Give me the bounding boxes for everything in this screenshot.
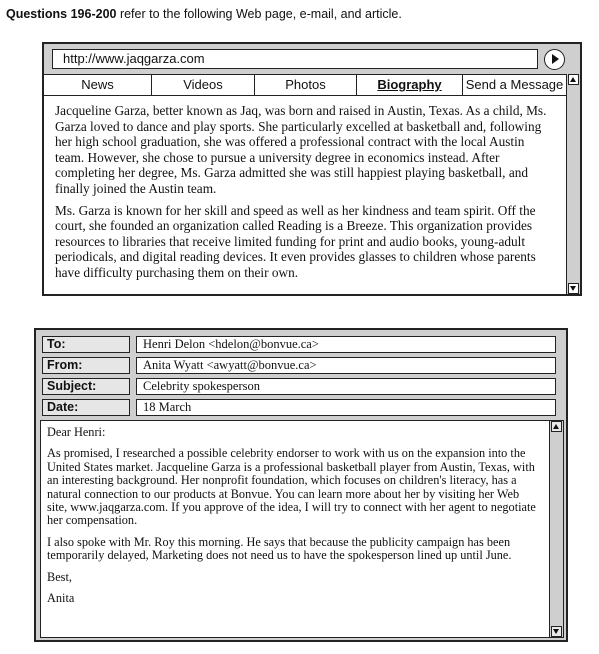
go-arrow-icon[interactable] bbox=[544, 49, 565, 70]
scroll-down-arrow-icon[interactable] bbox=[551, 626, 562, 637]
question-header bbox=[6, 7, 402, 21]
email-paragraph: I also spoke with Mr. Roy this morning. He says that because the publicity campaign has been temporarily delayed, Marketing does not need us to have the spokesperson lined up until June. bbox=[47, 534, 512, 563]
date-field[interactable]: 18 March bbox=[136, 399, 556, 416]
tab-photos[interactable]: Photos bbox=[255, 75, 357, 95]
nav-tabs bbox=[44, 74, 566, 96]
tab-biography[interactable]: Biography bbox=[357, 75, 463, 95]
email-window bbox=[34, 328, 568, 642]
question-instruction: refer to the following Web page, e-mail, and article. bbox=[116, 7, 402, 21]
email-closing: Best, bbox=[47, 569, 72, 584]
email-signature: Anita bbox=[47, 591, 75, 606]
email-field-date bbox=[42, 399, 558, 416]
biography-paragraph: Ms. Garza is known for her skill and speed as well as her kindness and team spirit. Off the court, she founded an organization called Reading is a Breeze. This organization provides resources to libraries that receive limited funding for print and audio books, young-adult periodicals, and digital reading devices. It even provides glasses to children whose parents have difficulty purchasing them on their own. bbox=[55, 202, 536, 280]
subject-field[interactable]: Celebrity spokesperson bbox=[136, 378, 556, 395]
scroll-down-arrow-icon[interactable] bbox=[568, 283, 579, 294]
to-field[interactable]: Henri Delon <hdelon@bonvue.ca> bbox=[136, 336, 556, 353]
url-bar[interactable]: http://www.jaqgarza.com bbox=[52, 49, 538, 69]
question-range: Questions 196-200 bbox=[6, 7, 117, 21]
field-label: Subject: bbox=[42, 378, 130, 395]
web-scrollbar[interactable] bbox=[566, 74, 580, 294]
field-label: Date: bbox=[42, 399, 130, 416]
field-label: From: bbox=[42, 357, 130, 374]
biography-paragraph: Jacqueline Garza, better known as Jaq, was born and raised in Austin, Texas. As a child, Ms. Garza loved to dance and play sports. She particularly excelled at basketball and, following her high school graduation, she was offered a professional contract with the local Austin team. However, she chose to pursue a university degree in economics instead. After completing her degree, Ms. Garza admitted she was still happiest playing basketball, and finally joined the Austin team. bbox=[55, 103, 547, 196]
scroll-up-arrow-icon[interactable] bbox=[551, 421, 562, 432]
web-page-window bbox=[42, 42, 582, 296]
tab-videos[interactable]: Videos bbox=[152, 75, 255, 95]
email-field-from bbox=[42, 357, 558, 374]
email-greeting: Dear Henri: bbox=[47, 425, 106, 439]
email-paragraph: As promised, I researched a possible celebrity endorser to work with us on the expansion into the United States market. Jacqueline Garza is a professional basketball player from Austin, Texas, with an interesting background. Her nonprofit foundation, which focuses on children's literacy, has a natural connection to our products at Bonvue. You can learn more about her by visiting her Web site, www.jaqgarza.com. If you approve of the idea, I will try to connect with her agent to negotiate her compensation. bbox=[47, 446, 536, 528]
email-scrollbar[interactable] bbox=[549, 421, 563, 637]
scroll-up-arrow-icon[interactable] bbox=[568, 74, 579, 85]
email-field-subject bbox=[42, 378, 558, 395]
email-body[interactable] bbox=[40, 420, 564, 638]
tab-send-message[interactable]: Send a Message bbox=[465, 77, 564, 92]
from-field[interactable]: Anita Wyatt <awyatt@bonvue.ca> bbox=[136, 357, 556, 374]
email-field-to bbox=[42, 336, 558, 353]
biography-content bbox=[44, 96, 566, 294]
tab-news[interactable]: News bbox=[44, 75, 152, 95]
field-label: To: bbox=[42, 336, 130, 353]
